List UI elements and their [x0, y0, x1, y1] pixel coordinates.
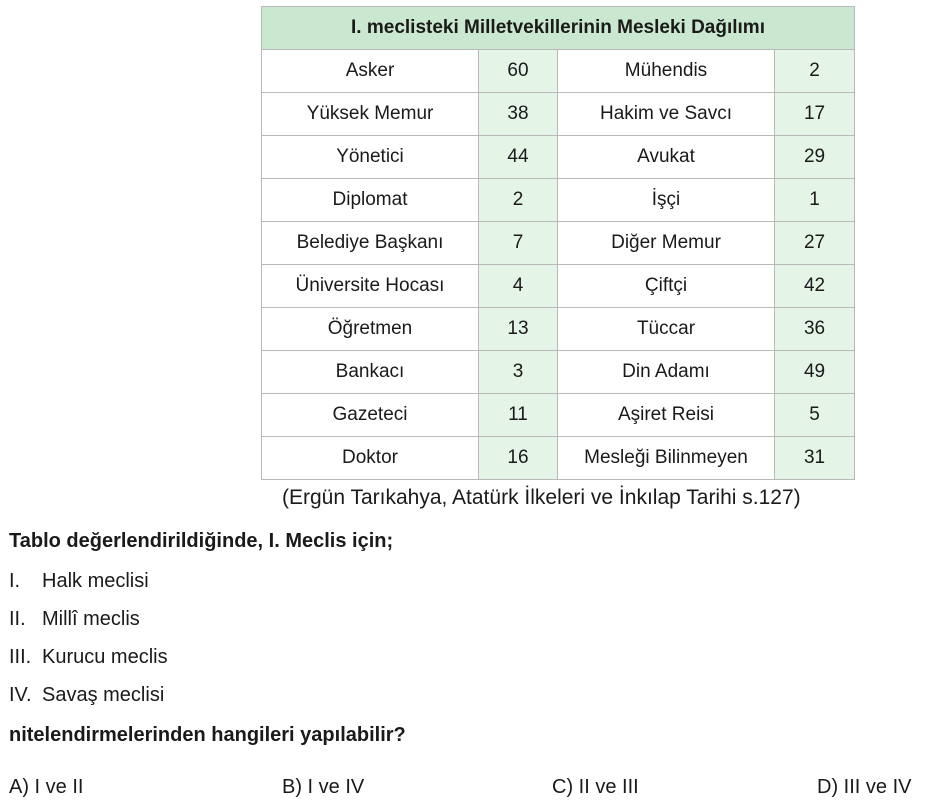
statement-text: Millî meclis	[42, 608, 140, 630]
answer-option-b[interactable]: B) I ve IV	[282, 776, 365, 798]
profession-cell: Doktor	[262, 437, 479, 480]
count-cell: 2	[775, 50, 855, 93]
statement-item	[9, 643, 168, 681]
source-citation: (Ergün Tarıkahya, Atatürk İlkeleri ve İnkılap Tarihi s.127)	[282, 486, 801, 509]
profession-cell: Aşiret Reisi	[558, 394, 775, 437]
profession-cell: Mühendis	[558, 50, 775, 93]
profession-cell: Diplomat	[262, 179, 479, 222]
statement-text: Savaş meclisi	[42, 684, 165, 706]
count-cell: 16	[479, 437, 558, 480]
statement-text: Halk meclisi	[42, 570, 149, 592]
profession-cell: Avukat	[558, 136, 775, 179]
table-row	[262, 394, 855, 437]
answer-option-c[interactable]: C) II ve III	[552, 776, 639, 798]
statement-item	[9, 605, 168, 643]
count-cell: 7	[479, 222, 558, 265]
profession-cell: Yönetici	[262, 136, 479, 179]
table-row	[262, 93, 855, 136]
profession-cell: Din Adamı	[558, 351, 775, 394]
table-header-row	[262, 7, 855, 50]
statement-item	[9, 567, 168, 605]
statement-number: II.	[9, 608, 26, 630]
profession-table	[261, 6, 855, 480]
count-cell: 42	[775, 265, 855, 308]
statement-list	[9, 567, 168, 719]
profession-cell: Bankacı	[262, 351, 479, 394]
profession-cell: Belediye Başkanı	[262, 222, 479, 265]
profession-cell: Üniversite Hocası	[262, 265, 479, 308]
statement-item	[9, 681, 168, 719]
profession-cell: Gazeteci	[262, 394, 479, 437]
profession-cell: Asker	[262, 50, 479, 93]
count-cell: 1	[775, 179, 855, 222]
answer-option-d[interactable]: D) III ve IV	[817, 776, 912, 798]
count-cell: 36	[775, 308, 855, 351]
count-cell: 11	[479, 394, 558, 437]
profession-cell: Diğer Memur	[558, 222, 775, 265]
profession-cell: Hakim ve Savcı	[558, 93, 775, 136]
table-row	[262, 222, 855, 265]
statement-number: I.	[9, 570, 21, 592]
answer-option-a[interactable]: A) I ve II	[9, 776, 84, 798]
question-intro: Tablo değerlendirildiğinde, I. Meclis için;	[9, 530, 394, 552]
count-cell: 27	[775, 222, 855, 265]
count-cell: 3	[479, 351, 558, 394]
profession-cell: Çiftçi	[558, 265, 775, 308]
statement-number: III.	[9, 646, 32, 668]
table-title: I. meclisteki Milletvekillerinin Mesleki Dağılımı	[262, 7, 855, 50]
count-cell: 31	[775, 437, 855, 480]
count-cell: 49	[775, 351, 855, 394]
statement-number: IV.	[9, 684, 32, 706]
count-cell: 29	[775, 136, 855, 179]
table-row	[262, 351, 855, 394]
count-cell: 60	[479, 50, 558, 93]
count-cell: 13	[479, 308, 558, 351]
profession-cell: Mesleği Bilinmeyen	[558, 437, 775, 480]
count-cell: 17	[775, 93, 855, 136]
count-cell: 2	[479, 179, 558, 222]
question-prompt: nitelendirmelerinden hangileri yapılabilir?	[9, 724, 406, 746]
count-cell: 44	[479, 136, 558, 179]
table-row	[262, 179, 855, 222]
profession-table-container	[261, 6, 854, 480]
table-row	[262, 136, 855, 179]
table-row	[262, 50, 855, 93]
count-cell: 4	[479, 265, 558, 308]
table-row	[262, 265, 855, 308]
profession-cell: Tüccar	[558, 308, 775, 351]
profession-cell: Öğretmen	[262, 308, 479, 351]
count-cell: 38	[479, 93, 558, 136]
table-row	[262, 308, 855, 351]
statement-text: Kurucu meclis	[42, 646, 168, 668]
table-row	[262, 437, 855, 480]
count-cell: 5	[775, 394, 855, 437]
profession-cell: Yüksek Memur	[262, 93, 479, 136]
profession-cell: İşçi	[558, 179, 775, 222]
